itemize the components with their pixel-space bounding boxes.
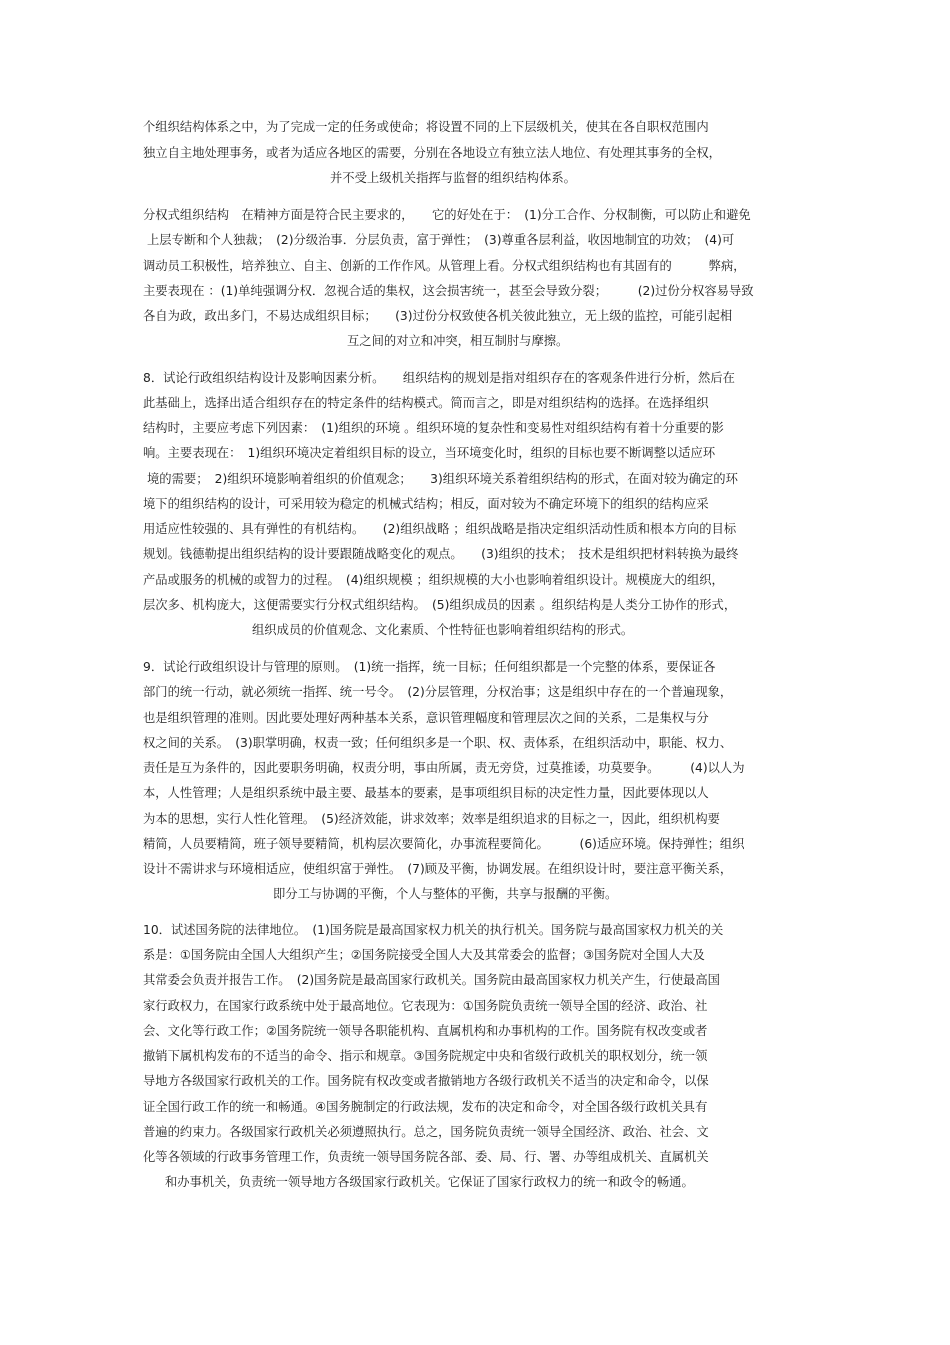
text-line: 本，人性管理；人是组织系统中最主要、最基本的要素，是事项组织目标的决定性力量，因此要体现以人 xyxy=(143,786,709,800)
text-line: 调动员工积极性，培养独立、自主、创新的工作作风。从管理上看。分权式组织结构也有其固有的 弊病， xyxy=(143,259,746,273)
text-line: 为本的思想，实行人性化管理。 (5)经济效能，讲求效率；效率是组织追求的目标之一，因此，组织机构要 xyxy=(143,812,720,826)
text-line: 规划。钱德勒提出组织结构的设计要跟随战略变化的观点。 (3)组织的技术； 技术是组织把材料转换为最终 xyxy=(143,547,739,561)
text-line: 10．试述国务院的法律地位。 (1)国务院是最高国家权力机关的执行机关。国务院与最高国家权力机关的关 xyxy=(143,923,724,937)
text-line: 导地方各级国家行政机关的工作。国务院有权改变或者撤销地方各级行政机关不适当的决定和命令，以保 xyxy=(143,1074,709,1088)
text-line: 分权式组织结构 在精神方面是符合民主要求的， 它的好处在于： (1)分工合作、分权制衡，可以防止和避免 xyxy=(143,208,751,222)
text-line: 独立自主地处理事务，或者为适应各地区的需要，分别在各地设立有独立法人地位、有处理其事务的全权， xyxy=(143,146,721,160)
text-line: 其常委会负责并报告工作。 (2)国务院是最高国家行政机关。国务院由最高国家权力机关产生，行使最高国 xyxy=(143,973,720,987)
text-line: 系是：①国务院由全国人大组织产生；②国务院接受全国人大及其常委会的监督；③国务院对全国人大及 xyxy=(143,948,705,962)
text-line: 设计不需讲求与环境相适应，使组织富于弹性。 (7)顾及平衡，协调发展。在组织设计时，要注意平衡关系， xyxy=(143,862,733,876)
text-line: 会、文化等行政工作；②国务院统一领导各职能机构、直属机构和办事机构的工作。国务院有权改变或者 xyxy=(143,1024,708,1038)
text-line: 精简，人员要精简，班子领导要精简，机构层次要简化，办事流程要简化。 (6)适应环境。保持弹性；组织 xyxy=(143,837,745,851)
text-line: 个组织结构体系之中，为了完成一定的任务或使命；将设置不同的上下层级机关，使其在各自职权范围内 xyxy=(143,120,709,134)
text-line: 撤销下属机构发布的不适当的命令、指示和规章。③国务院规定中央和省级行政机关的职权划分，统一领 xyxy=(143,1049,708,1063)
text-line: 响。主要表现在： 1)组织环境决定着组织目标的设立，当环境变化时，组织的目标也要不断调整以适应环 xyxy=(143,446,716,460)
text-line: 组织成员的价值观念、文化素质、个性特征也影响着组织结构的形式。 xyxy=(252,623,634,637)
text-line: 各自为政，政出多门，不易达成组织目标； (3)过份分权致使各机关彼此独立，无上级的监控，可能引起相 xyxy=(143,309,733,323)
text-line: 上层专断和个人独裁； (2)分级治事．分层负责，富于弹性； (3)尊重各层利益，收因地制宜的功效； (4)可 xyxy=(147,233,735,247)
text-line: 化等各领域的行政事务管理工作，负责统一领导国务院各部、委、局、行、署、办等组成机关、直属机关 xyxy=(143,1150,709,1164)
text-line: 8．试论行政组织结构设计及影响因素分析。 组织结构的规划是指对组织存在的客观条件进行分析，然后在 xyxy=(143,371,735,385)
text-line: 主要表现在 ：(1)单纯强调分权．忽视合适的集权，这会损害统一，甚至会导致分裂； (2)过份分权容易导致 xyxy=(143,284,754,298)
text-line: 责任是互为条件的，因此要职务明确，权责分明，事由所属，责无旁贷，过莫推诿，功莫要争。 (4)以人为 xyxy=(143,761,745,775)
text-line: 层次多、机构庞大，这便需要实行分权式组织结构。 (5)组织成员的因素 。组织结构是人类分工协作的形式， xyxy=(143,598,737,612)
text-line: 9．试论行政组织设计与管理的原则。 (1)统一指挥，统一目标；任何组织都是一个完整的体系，要保证各 xyxy=(143,660,716,674)
text-line: 家行政权力，在国家行政系统中处于最高地位。它表现为：①国务院负责统一领导全国的经济、政治、社 xyxy=(143,999,708,1013)
text-line: 证全国行政工作的统一和畅通。④国务腕制定的行政法规，发布的决定和命令，对全国各级行政机关具有 xyxy=(143,1100,708,1114)
text-line: 权之间的关系。 (3)职掌明确，权责一致；任何组织多是一个职、权、责体系，在组织活动中，职能、权力、 xyxy=(143,736,733,750)
text-line: 境的需要； 2)组织环境影响着组织的价值观念； 3)组织环境关系着组织结构的形式，在面对较为确定的环 xyxy=(147,472,738,486)
text-line: 也是组织管理的准则。因此要处理好两种基本关系，意识管理幅度和管理层次之间的关系，二是集权与分 xyxy=(143,711,709,725)
text-line: 产品或服务的机械的或智力的过程。 (4)组织规模 ；组织规模的大小也影响着组织设计。规模庞大的组织， xyxy=(143,573,724,587)
text-line: 并不受上级机关指挥与监督的组织结构体系。 xyxy=(330,171,576,185)
text-line: 用适应性较强的、具有弹性的有机结构。 (2)组织战略 ；组织战略是指决定组织活动性质和根本方向的目标 xyxy=(143,522,737,536)
text-line: 和办事机关，负责统一领导地方各级国家行政机关。它保证了国家行政权力的统一和政令的畅通。 xyxy=(165,1175,694,1189)
text-line: 普遍的约束力。各级国家行政机关必须遵照执行。总之，国务院负责统一领导全国经济、政治、社会、文 xyxy=(143,1125,709,1139)
text-line: 互之间的对立和冲突，相互制肘与摩擦。 xyxy=(347,334,569,348)
text-line: 境下的组织结构的设计，可采用较为稳定的机械式结构；相反，面对较为不确定环境下的组织的结构应采 xyxy=(143,497,709,511)
text-line: 此基础上，选择出适合组织存在的特定条件的结构模式。简而言之，即是对组织结构的选择。在选择组织 xyxy=(143,396,709,410)
text-line: 结构时，主要应考虑下列因素： (1)组织的环境 。组织环境的复杂性和变易性对组织结构有着十分重要的影 xyxy=(143,421,724,435)
text-line: 即分工与协调的平衡，个人与整体的平衡，共享与报酬的平衡。 xyxy=(273,887,618,901)
text-line: 部门的统一行动，就必须统一指挥、统一号令。 (2)分层管理，分权治事；这是组织中存在的一个普遍现象， xyxy=(143,685,733,699)
